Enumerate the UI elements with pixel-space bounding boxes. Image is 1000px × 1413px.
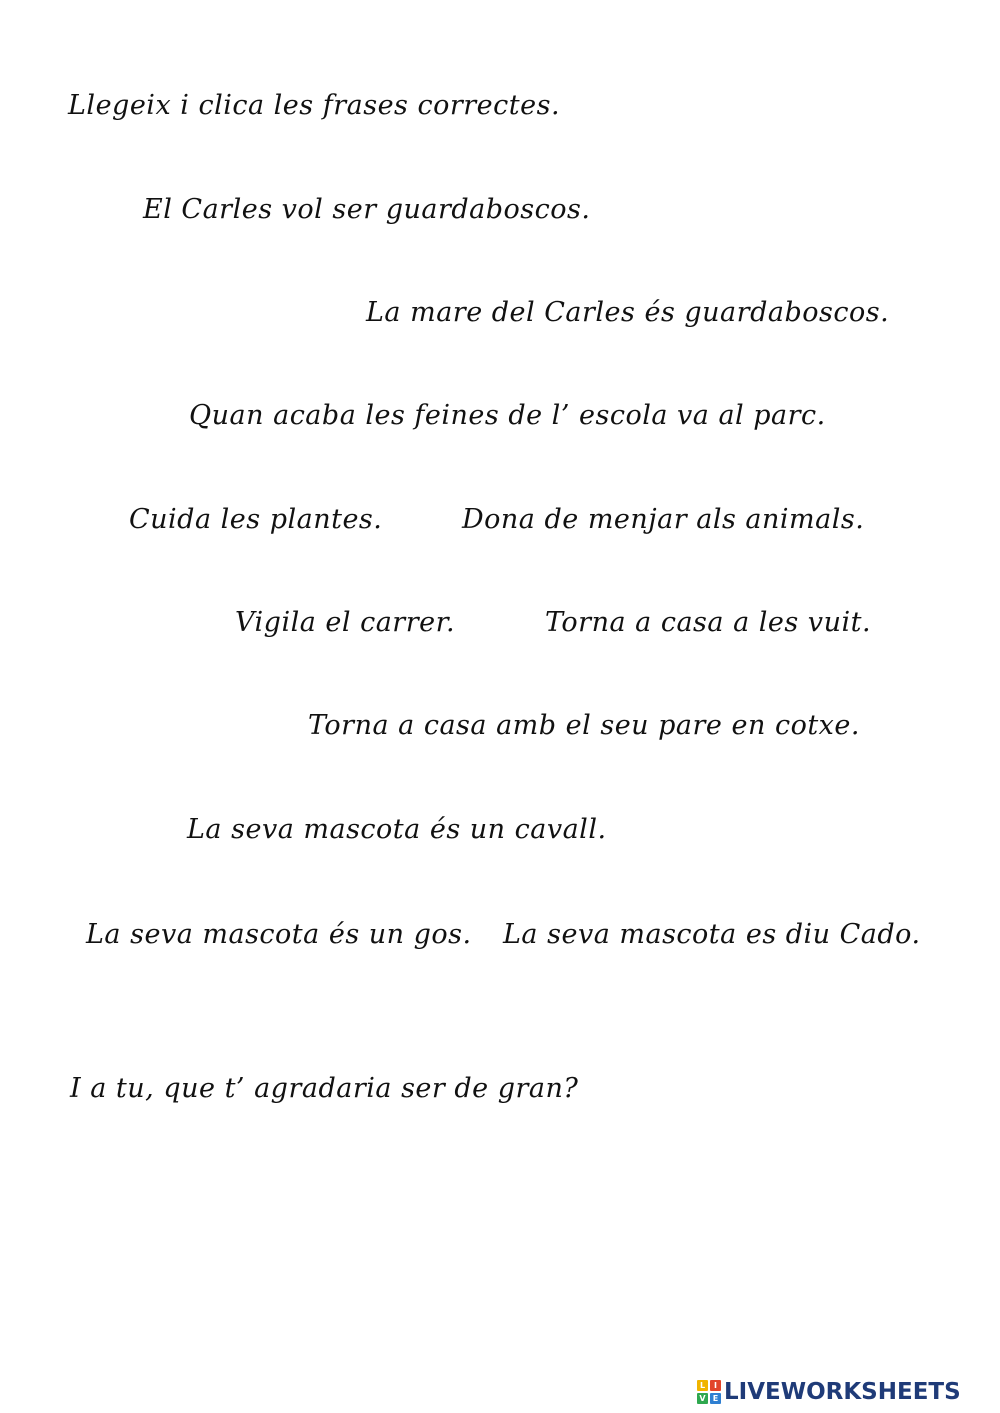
option-cuida-plantes[interactable]: Cuida les plantes.	[129, 504, 383, 535]
logo-mark-icon	[697, 1380, 721, 1404]
option-mascota-cavall[interactable]: La seva mascota és un cavall.	[187, 814, 607, 845]
instruction-text: Llegeix i clica les frases correctes.	[68, 90, 561, 121]
logo-mark-cell: L	[697, 1380, 708, 1391]
option-va-al-parc[interactable]: Quan acaba les feines de l’ escola va al parc.	[189, 400, 826, 431]
logo-mark-cell: V	[697, 1393, 708, 1404]
open-question: I a tu, que t’ agradaria ser de gran?	[70, 1073, 579, 1104]
option-torna-a-les-vuit[interactable]: Torna a casa a les vuit.	[545, 607, 872, 638]
option-mascota-cado[interactable]: La seva mascota es diu Cado.	[503, 919, 921, 950]
liveworksheets-logo	[697, 1376, 961, 1408]
option-mascota-gos[interactable]: La seva mascota és un gos.	[86, 919, 472, 950]
logo-mark-cell: E	[710, 1393, 721, 1404]
logo-mark-cell: I	[710, 1380, 721, 1391]
logo-text: LIVEWORKSHEETS	[724, 1379, 961, 1405]
option-dona-menjar-animals[interactable]: Dona de menjar als animals.	[462, 504, 865, 535]
option-torna-amb-pare[interactable]: Torna a casa amb el seu pare en cotxe.	[308, 710, 860, 741]
option-mare-guardaboscos[interactable]: La mare del Carles és guardaboscos.	[366, 297, 890, 328]
option-carles-vol-ser-guardaboscos[interactable]: El Carles vol ser guardaboscos.	[143, 194, 591, 225]
option-vigila-carrer[interactable]: Vigila el carrer.	[235, 607, 456, 638]
